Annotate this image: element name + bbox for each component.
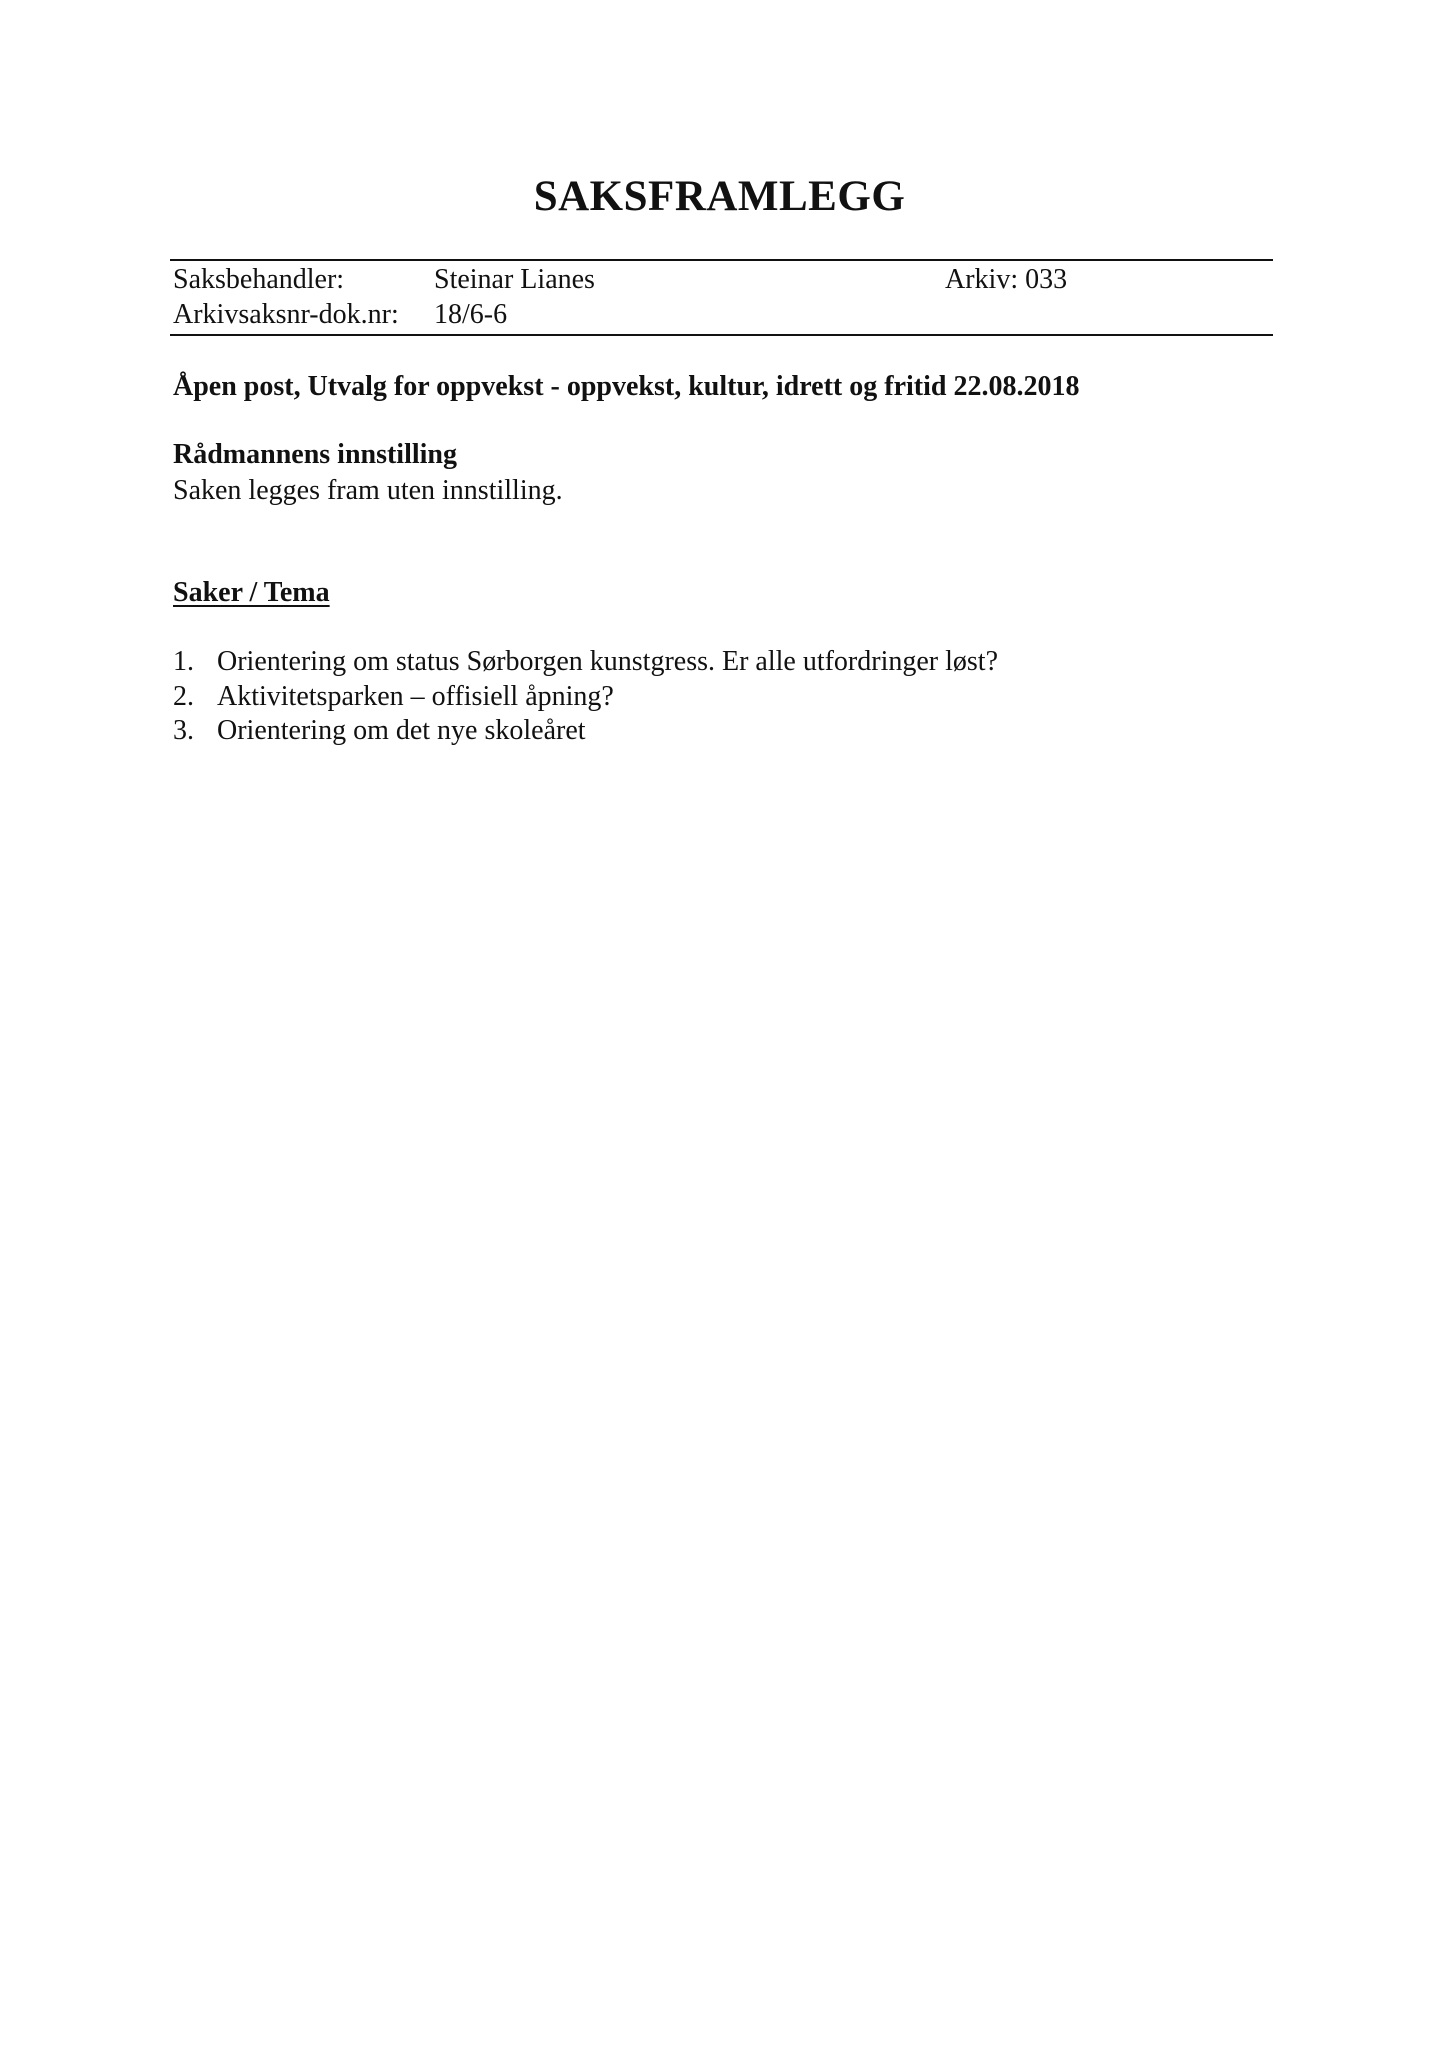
list-item-number: 2. (173, 680, 194, 712)
document-title: SAKSFRAMLEGG (533, 173, 906, 220)
case-number-label: Arkivsaksnr-dok.nr: (173, 299, 399, 330)
topics-list (173, 645, 998, 749)
header-rule-top (170, 259, 1273, 261)
list-item (173, 680, 998, 715)
recommendation-heading: Rådmannens innstilling (173, 439, 457, 470)
list-item-text: Orientering om status Sørborgen kunstgress. Er alle utfordringer løst? (217, 646, 998, 677)
meta-row-handler (173, 263, 1273, 297)
meta-row-case-number (173, 298, 1273, 332)
handler-label: Saksbehandler: (173, 264, 345, 295)
list-item-number: 3. (173, 715, 194, 746)
archive-code: Arkiv: 033 (945, 264, 1068, 295)
recommendation-text: Saken legges fram uten innstilling. (173, 475, 563, 506)
list-item (173, 645, 998, 680)
topics-heading: Saker / Tema (173, 577, 330, 608)
list-item (173, 714, 998, 749)
handler-value: Steinar Lianes (434, 264, 595, 295)
meeting-heading: Åpen post, Utvalg for oppvekst - oppvekst, kultur, idrett og fritid 22.08.2018 (173, 371, 1080, 402)
header-rule-bottom (170, 334, 1273, 336)
case-number-value: 18/6-6 (434, 299, 508, 330)
list-item-text: Aktivitetsparken – offisiell åpning? (217, 680, 614, 712)
list-item-number: 1. (173, 646, 194, 677)
list-item-text: Orientering om det nye skoleåret (217, 715, 586, 746)
